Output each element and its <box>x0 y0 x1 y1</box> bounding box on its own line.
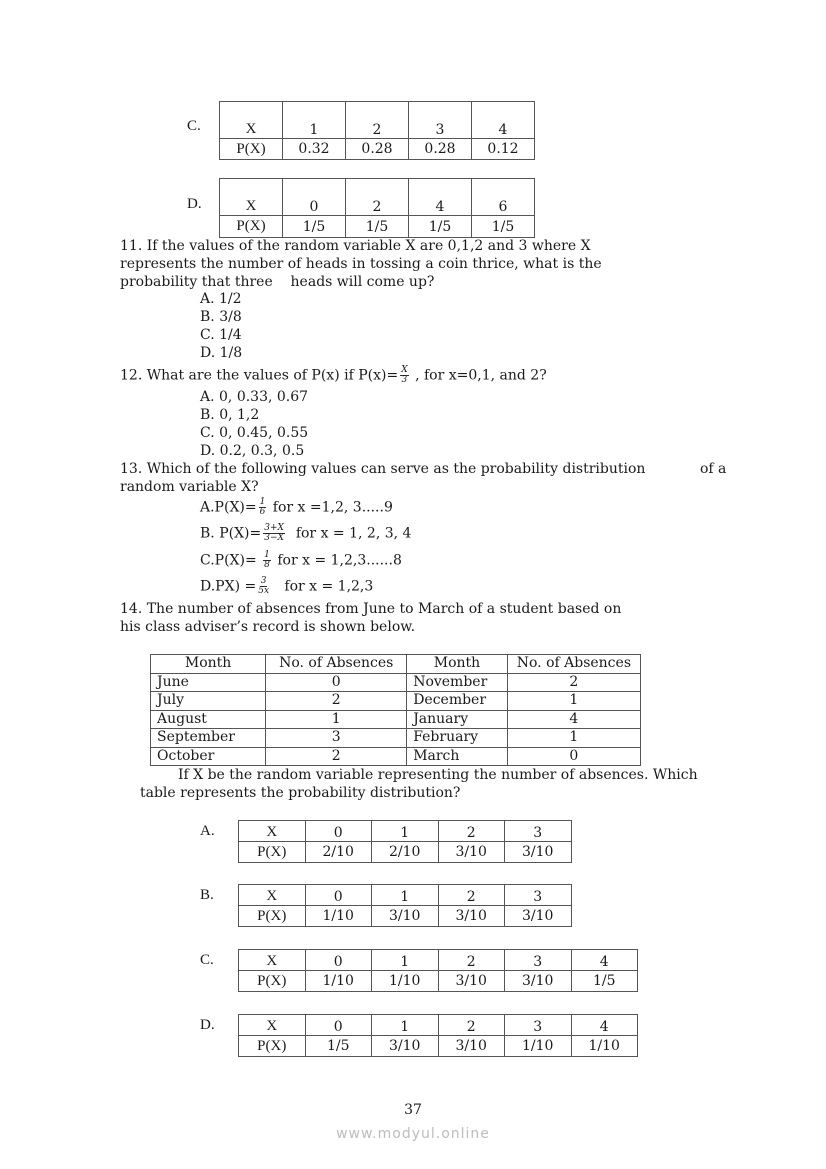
row-header: X <box>239 821 306 842</box>
option-suffix: for x =1,2, 3.....9 <box>268 499 393 516</box>
option-suffix: for x = 1, 2, 3, 4 <box>286 525 412 542</box>
table-row <box>151 692 641 711</box>
numerator: 3+X <box>264 523 284 533</box>
table-cell: 1 <box>372 1015 439 1036</box>
x-row <box>220 102 535 139</box>
x-row <box>239 821 572 842</box>
option-suffix: for x = 1,2,3 <box>271 578 374 595</box>
table-row <box>151 710 641 729</box>
table-cell: 0 <box>305 950 372 971</box>
numerator: 1 <box>259 497 266 507</box>
table-cell: March <box>407 747 508 766</box>
q12-question <box>120 366 547 385</box>
numerator: X <box>401 365 408 375</box>
table-cell: 3 <box>505 885 572 906</box>
table-cell: 1 <box>372 885 439 906</box>
row-header: P(X) <box>220 216 283 238</box>
table-cell: 1/5 <box>409 216 472 238</box>
table-cell: 1/10 <box>571 1036 638 1057</box>
row-header: P(X) <box>239 842 306 863</box>
table-cell: 3/10 <box>438 1036 505 1057</box>
table-cell: 3 <box>409 102 472 139</box>
table-cell: July <box>151 692 266 711</box>
table-cell: January <box>407 710 508 729</box>
fraction <box>263 524 285 543</box>
table-cell: 0 <box>305 885 372 906</box>
table-cell: 0 <box>283 179 346 216</box>
row-header: P(X) <box>220 139 283 160</box>
table-cell: 1 <box>507 729 640 748</box>
probability-table <box>219 101 535 160</box>
q14-followup-1: If X be the random variable representing the number of absences. Which <box>178 767 698 783</box>
column-header: Month <box>407 655 508 674</box>
table-cell: 3/10 <box>438 906 505 927</box>
q13-line-1-end: of a <box>700 461 727 477</box>
table-cell: 2 <box>346 102 409 139</box>
q11-option-c: C. 1/4 <box>200 327 242 343</box>
x-row <box>220 179 535 216</box>
table-cell: 0 <box>305 1015 372 1036</box>
q12-option-d: D. 0.2, 0.3, 0.5 <box>200 443 305 459</box>
absences-table <box>150 654 641 766</box>
table-cell: 3/10 <box>372 1036 439 1057</box>
table-cell: 1 <box>266 710 407 729</box>
column-header: No. of Absences <box>266 655 407 674</box>
table-row <box>151 729 641 748</box>
numerator: 1 <box>264 550 270 560</box>
table-cell: 0 <box>305 821 372 842</box>
q13-line-2: random variable X? <box>120 479 259 495</box>
option-suffix: for x = 1,2,3......8 <box>272 552 402 569</box>
denominator: 3−X <box>264 533 284 543</box>
px-row <box>220 216 535 238</box>
table-cell: 1/10 <box>372 971 439 992</box>
row-header: X <box>220 179 283 216</box>
table-cell: 3/10 <box>505 971 572 992</box>
table-cell: 2 <box>438 1015 505 1036</box>
fraction <box>400 366 408 385</box>
px-row <box>220 139 535 160</box>
table-cell: 6 <box>472 179 535 216</box>
table-cell: 1/5 <box>305 1036 372 1057</box>
q14-line-1: 14. The number of absences from June to March of a student based on <box>120 601 622 617</box>
option-label: A. <box>200 823 215 839</box>
table-cell: 2 <box>266 747 407 766</box>
table-cell: 0.28 <box>409 139 472 160</box>
numerator: 3 <box>260 576 267 586</box>
table-cell: 1 <box>283 102 346 139</box>
option-label: D. <box>200 1017 215 1033</box>
column-header: No. of Absences <box>507 655 640 674</box>
page-number: 37 <box>404 1102 422 1118</box>
denominator: 3 <box>401 375 408 385</box>
watermark: www.modyul.online <box>336 1126 490 1142</box>
table-cell: August <box>151 710 266 729</box>
table-cell: 1/5 <box>283 216 346 238</box>
q13-option <box>200 551 402 570</box>
fraction <box>263 551 271 570</box>
x-row <box>239 1015 638 1036</box>
table-cell: 4 <box>472 102 535 139</box>
q12-option-c: C. 0, 0.45, 0.55 <box>200 425 309 441</box>
option-label: C. <box>200 952 214 968</box>
px-row <box>239 971 638 992</box>
table-cell: 0.12 <box>472 139 535 160</box>
q12-post: , for x=0,1, and 2? <box>415 367 547 384</box>
table-cell: 3 <box>505 821 572 842</box>
table-cell: 1/10 <box>305 971 372 992</box>
probability-table <box>238 820 572 863</box>
q11-line-3: probability that three heads will come up? <box>120 274 435 290</box>
probability-table <box>219 178 535 238</box>
fraction <box>259 498 267 517</box>
table-cell: 0.28 <box>346 139 409 160</box>
row-header: X <box>239 950 306 971</box>
table-cell: 2 <box>438 885 505 906</box>
table-cell: 4 <box>571 950 638 971</box>
row-header: P(X) <box>239 906 306 927</box>
table-cell: 3/10 <box>505 906 572 927</box>
probability-table <box>238 1014 638 1057</box>
table-cell: 1 <box>372 950 439 971</box>
q12-pre: 12. What are the values of P(x) if P(x)= <box>120 367 399 384</box>
row-header: X <box>220 102 283 139</box>
option-prefix: B. P(X)= <box>200 525 262 542</box>
probability-table <box>238 949 638 992</box>
table-cell: 1 <box>372 821 439 842</box>
q14-followup-2: table represents the probability distribution? <box>140 785 461 801</box>
table-cell: 1/5 <box>571 971 638 992</box>
q13-option <box>200 498 393 517</box>
option-prefix: D.PX) = <box>200 578 257 595</box>
row-header: P(X) <box>239 971 306 992</box>
table-cell: November <box>407 673 508 692</box>
table-cell: 1/10 <box>505 1036 572 1057</box>
probability-table <box>238 884 572 927</box>
table-cell: 2/10 <box>305 842 372 863</box>
table-cell: 3/10 <box>505 842 572 863</box>
table-cell: October <box>151 747 266 766</box>
x-row <box>239 885 572 906</box>
denominator: 5x <box>258 586 270 596</box>
table-cell: 1/5 <box>346 216 409 238</box>
q11-line-1: 11. If the values of the random variable X are 0,1,2 and 3 where X <box>120 238 591 254</box>
row-header: X <box>239 885 306 906</box>
table-cell: 2 <box>438 950 505 971</box>
table-cell: 3/10 <box>372 906 439 927</box>
option-prefix: A.P(X)= <box>200 499 257 516</box>
q13-line-1: 13. Which of the following values can serve as the probability distribution <box>120 461 646 477</box>
table-cell: 3 <box>505 1015 572 1036</box>
px-row <box>239 906 572 927</box>
row-header: X <box>239 1015 306 1036</box>
table-cell: 3 <box>505 950 572 971</box>
q11-option-b: B. 3/8 <box>200 309 242 325</box>
table-cell: 3 <box>266 729 407 748</box>
table-cell: 4 <box>507 710 640 729</box>
q11-line-2: represents the number of heads in tossing a coin thrice, what is the <box>120 256 602 272</box>
table-cell: 2 <box>507 673 640 692</box>
option-label: B. <box>200 887 214 903</box>
q12-option-a: A. 0, 0.33, 0.67 <box>200 389 309 405</box>
q11-option-a: A. 1/2 <box>200 291 242 307</box>
q13-option <box>200 577 373 596</box>
table-cell: February <box>407 729 508 748</box>
q11-option-d: D. 1/8 <box>200 345 243 361</box>
px-row <box>239 842 572 863</box>
table-cell: 1/5 <box>472 216 535 238</box>
column-header: Month <box>151 655 266 674</box>
q13-option <box>200 524 411 543</box>
table-cell: 1/10 <box>305 906 372 927</box>
table-cell: 4 <box>409 179 472 216</box>
table-cell: 2/10 <box>372 842 439 863</box>
table-row <box>151 747 641 766</box>
px-row <box>239 1036 638 1057</box>
option-label: D. <box>187 196 202 212</box>
table-cell: 0 <box>507 747 640 766</box>
option-prefix: C.P(X)= <box>200 552 262 569</box>
table-cell: 3/10 <box>438 842 505 863</box>
table-cell: 4 <box>571 1015 638 1036</box>
row-header: P(X) <box>239 1036 306 1057</box>
table-row <box>151 673 641 692</box>
q12-option-b: B. 0, 1,2 <box>200 407 260 423</box>
option-label: C. <box>187 118 201 134</box>
denominator: 6 <box>259 507 266 517</box>
fraction <box>258 577 269 596</box>
header-row <box>151 655 641 674</box>
denominator: 8 <box>264 560 270 570</box>
table-cell: 0.32 <box>283 139 346 160</box>
table-cell: 1 <box>507 692 640 711</box>
table-cell: September <box>151 729 266 748</box>
q14-line-2: his class adviser’s record is shown below. <box>120 619 416 635</box>
table-cell: June <box>151 673 266 692</box>
table-cell: 2 <box>266 692 407 711</box>
table-cell: December <box>407 692 508 711</box>
x-row <box>239 950 638 971</box>
table-cell: 0 <box>266 673 407 692</box>
table-cell: 2 <box>346 179 409 216</box>
table-cell: 2 <box>438 821 505 842</box>
table-cell: 3/10 <box>438 971 505 992</box>
